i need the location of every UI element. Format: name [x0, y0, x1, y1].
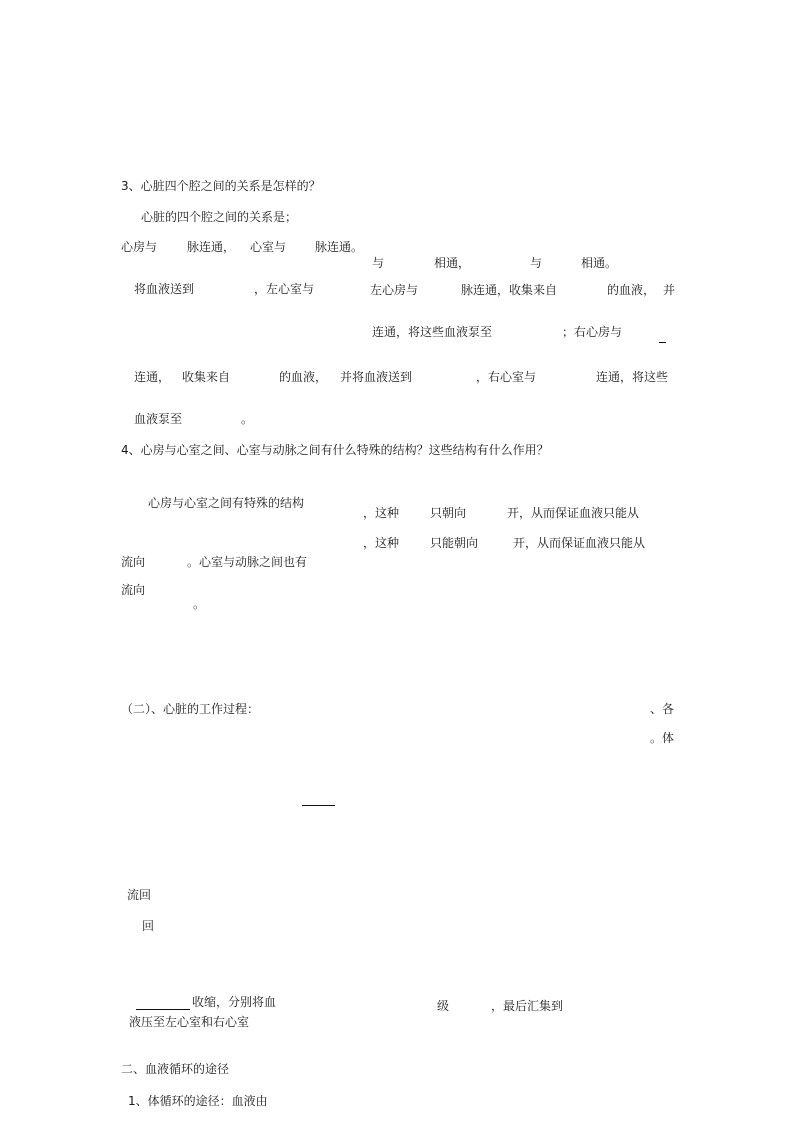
q3-line5-text: 连通，将这些 [596, 370, 669, 384]
contract-text: 液压至左心室和右心室 [129, 1015, 250, 1029]
q3-line5-text: 的血液， [279, 370, 328, 384]
q3-line5-text: ， [476, 370, 489, 384]
part-item: 1、体循环的途径：血液由 [128, 1094, 268, 1108]
contract-text: ，最后汇集到 [491, 999, 564, 1013]
dash-line [302, 805, 335, 806]
q3-line1-text: 脉连通， [187, 240, 236, 254]
q4-line1-text: 开，从而保证血液只能从 [507, 506, 640, 520]
flow-text: 流回 [127, 888, 152, 902]
q4-line2-text: 只能朝向 [430, 536, 479, 550]
q3-intro: 心脏的四个腔之间的关系是； [141, 210, 298, 224]
q4-line3-text: 流向 [121, 555, 146, 569]
q4-line4-text: 。 [193, 597, 206, 611]
q3-line3-text: 并 [663, 283, 676, 297]
q3-line3-text: 的血液， [607, 283, 656, 297]
q3-line5-text: 连通， [134, 370, 171, 384]
q4-line1-text: 心房与心室之间有特殊的结构 [148, 496, 305, 510]
q4-line2-text: 开，从而保证血液只能从 [513, 536, 646, 550]
q3-line2-text: 与 [530, 256, 543, 270]
q3-title: 3、心脏四个腔之间的关系是怎样的？ [121, 179, 321, 193]
answer-blank [659, 342, 666, 343]
q3-line6-text: 血液泵至 [134, 412, 183, 426]
flow-text: 回 [142, 919, 155, 933]
section-heading: （二）、心脏的工作过程： [121, 702, 260, 716]
q4-line1-text: 只朝向 [430, 506, 467, 520]
section-fragment: 。体 [650, 731, 675, 745]
q4-line1-text: ，这种 [363, 506, 400, 520]
q3-line3-text: 将血液送到 [134, 282, 195, 296]
q3-line3-text: ，左心室与 [254, 282, 315, 296]
q3-line1-text: 心室与 [250, 240, 287, 254]
section-fragment: 、各 [650, 702, 675, 716]
q4-line3-text: 。心室与动脉之间也有 [187, 555, 308, 569]
contract-text: 收缩，分别将血 [192, 995, 277, 1009]
answer-blank [136, 1009, 190, 1010]
q3-line5-text: 右心室与 [488, 370, 537, 384]
part-heading: 二、血液循环的途径 [121, 1062, 230, 1076]
q4-line4-text: 流向 [121, 583, 146, 597]
q3-line4-text: 连通，将这些血液泵至 [372, 325, 493, 339]
q3-line2-text: 相通。 [581, 256, 618, 270]
q3-line1-text: 脉连通。 [315, 240, 364, 254]
q3-line4-text: ；右心房与 [562, 325, 623, 339]
q4-line2-text: ，这种 [363, 536, 400, 550]
q3-line1-text: 心房与 [121, 240, 158, 254]
contract-text: 级 [437, 999, 450, 1013]
q3-line5-text: 并将血液送到 [340, 370, 413, 384]
q3-line2-text: 与 [372, 256, 385, 270]
q3-line5-text: 收集来自 [182, 370, 231, 384]
q4-title: 4、心房与心室之间、心室与动脉之间有什么特殊的结构？这些结构有什么作用？ [121, 443, 549, 457]
q3-line3-text: 脉连通，收集来自 [461, 283, 558, 297]
q3-line6-text: 。 [241, 412, 254, 426]
q3-line3-text: 左心房与 [370, 283, 419, 297]
q3-line2-text: 相通， [434, 256, 471, 270]
